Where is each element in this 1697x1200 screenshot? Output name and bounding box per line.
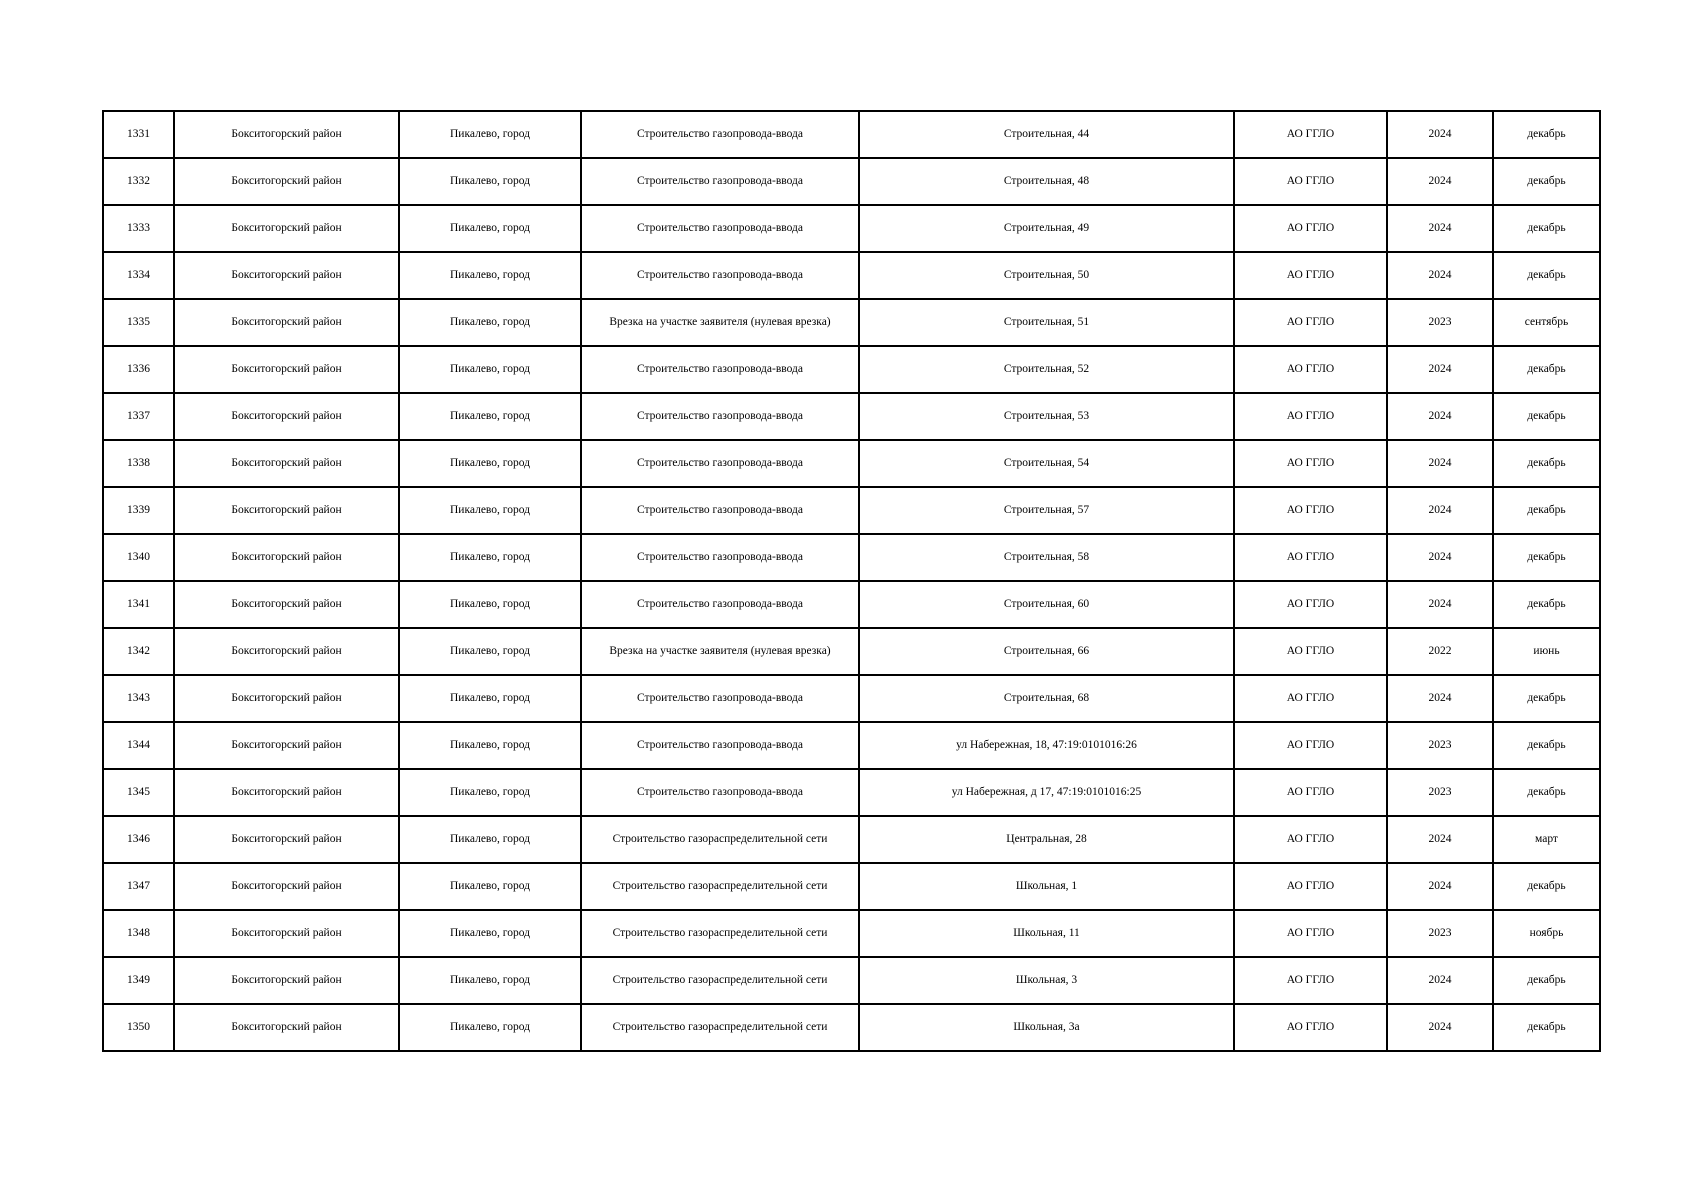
year-cell: 2023 xyxy=(1387,722,1493,769)
address-cell: Строительная, 68 xyxy=(859,675,1234,722)
row-number-cell: 1345 xyxy=(103,769,174,816)
row-number-cell: 1344 xyxy=(103,722,174,769)
table-row xyxy=(103,722,1600,769)
settlement-cell: Пикалево, город xyxy=(399,722,581,769)
row-number-cell: 1335 xyxy=(103,299,174,346)
table-row xyxy=(103,205,1600,252)
district-cell: Бокситогорский район xyxy=(174,581,399,628)
district-cell: Бокситогорский район xyxy=(174,205,399,252)
row-number-cell: 1331 xyxy=(103,111,174,158)
table-row xyxy=(103,910,1600,957)
address-cell: Центральная, 28 xyxy=(859,816,1234,863)
month-cell: декабрь xyxy=(1493,581,1600,628)
table-row xyxy=(103,252,1600,299)
address-cell: ул Набережная, д 17, 47:19:0101016:25 xyxy=(859,769,1234,816)
month-cell: декабрь xyxy=(1493,957,1600,1004)
row-number-cell: 1343 xyxy=(103,675,174,722)
work-type-cell: Строительство газопровода-ввода xyxy=(581,346,859,393)
address-cell: Строительная, 52 xyxy=(859,346,1234,393)
month-cell: декабрь xyxy=(1493,534,1600,581)
settlement-cell: Пикалево, город xyxy=(399,534,581,581)
address-cell: Строительная, 57 xyxy=(859,487,1234,534)
address-cell: Строительная, 53 xyxy=(859,393,1234,440)
settlement-cell: Пикалево, город xyxy=(399,299,581,346)
address-cell: Строительная, 49 xyxy=(859,205,1234,252)
settlement-cell: Пикалево, город xyxy=(399,158,581,205)
district-cell: Бокситогорский район xyxy=(174,111,399,158)
district-cell: Бокситогорский район xyxy=(174,346,399,393)
work-type-cell: Строительство газопровода-ввода xyxy=(581,111,859,158)
month-cell: декабрь xyxy=(1493,393,1600,440)
month-cell: ноябрь xyxy=(1493,910,1600,957)
settlement-cell: Пикалево, город xyxy=(399,205,581,252)
settlement-cell: Пикалево, город xyxy=(399,440,581,487)
work-type-cell: Строительство газораспределительной сети xyxy=(581,957,859,1004)
organization-cell: АО ГГЛО xyxy=(1234,863,1387,910)
address-cell: Школьная, 1 xyxy=(859,863,1234,910)
address-cell: Школьная, 11 xyxy=(859,910,1234,957)
settlement-cell: Пикалево, город xyxy=(399,1004,581,1051)
organization-cell: АО ГГЛО xyxy=(1234,158,1387,205)
work-type-cell: Строительство газопровода-ввода xyxy=(581,158,859,205)
settlement-cell: Пикалево, город xyxy=(399,910,581,957)
work-type-cell: Строительство газопровода-ввода xyxy=(581,722,859,769)
table-row xyxy=(103,299,1600,346)
organization-cell: АО ГГЛО xyxy=(1234,675,1387,722)
table-row xyxy=(103,1004,1600,1051)
year-cell: 2024 xyxy=(1387,581,1493,628)
month-cell: декабрь xyxy=(1493,1004,1600,1051)
settlement-cell: Пикалево, город xyxy=(399,675,581,722)
data-table xyxy=(102,110,1601,1052)
row-number-cell: 1332 xyxy=(103,158,174,205)
work-type-cell: Строительство газопровода-ввода xyxy=(581,252,859,299)
work-type-cell: Строительство газораспределительной сети xyxy=(581,1004,859,1051)
organization-cell: АО ГГЛО xyxy=(1234,111,1387,158)
settlement-cell: Пикалево, город xyxy=(399,487,581,534)
settlement-cell: Пикалево, город xyxy=(399,111,581,158)
district-cell: Бокситогорский район xyxy=(174,769,399,816)
month-cell: декабрь xyxy=(1493,863,1600,910)
address-cell: Строительная, 60 xyxy=(859,581,1234,628)
table-row xyxy=(103,534,1600,581)
row-number-cell: 1348 xyxy=(103,910,174,957)
district-cell: Бокситогорский район xyxy=(174,534,399,581)
district-cell: Бокситогорский район xyxy=(174,440,399,487)
year-cell: 2024 xyxy=(1387,158,1493,205)
organization-cell: АО ГГЛО xyxy=(1234,205,1387,252)
organization-cell: АО ГГЛО xyxy=(1234,581,1387,628)
organization-cell: АО ГГЛО xyxy=(1234,1004,1387,1051)
month-cell: декабрь xyxy=(1493,722,1600,769)
year-cell: 2024 xyxy=(1387,675,1493,722)
organization-cell: АО ГГЛО xyxy=(1234,299,1387,346)
table-row xyxy=(103,158,1600,205)
year-cell: 2024 xyxy=(1387,205,1493,252)
organization-cell: АО ГГЛО xyxy=(1234,769,1387,816)
row-number-cell: 1339 xyxy=(103,487,174,534)
work-type-cell: Строительство газопровода-ввода xyxy=(581,393,859,440)
year-cell: 2024 xyxy=(1387,440,1493,487)
district-cell: Бокситогорский район xyxy=(174,957,399,1004)
settlement-cell: Пикалево, город xyxy=(399,863,581,910)
organization-cell: АО ГГЛО xyxy=(1234,346,1387,393)
organization-cell: АО ГГЛО xyxy=(1234,252,1387,299)
address-cell: Строительная, 66 xyxy=(859,628,1234,675)
year-cell: 2024 xyxy=(1387,252,1493,299)
organization-cell: АО ГГЛО xyxy=(1234,393,1387,440)
address-cell: Школьная, 3 xyxy=(859,957,1234,1004)
district-cell: Бокситогорский район xyxy=(174,299,399,346)
work-type-cell: Врезка на участке заявителя (нулевая врезка) xyxy=(581,628,859,675)
table-row xyxy=(103,346,1600,393)
district-cell: Бокситогорский район xyxy=(174,252,399,299)
address-cell: Строительная, 48 xyxy=(859,158,1234,205)
table-row xyxy=(103,675,1600,722)
year-cell: 2022 xyxy=(1387,628,1493,675)
year-cell: 2023 xyxy=(1387,910,1493,957)
month-cell: декабрь xyxy=(1493,675,1600,722)
address-cell: Строительная, 44 xyxy=(859,111,1234,158)
address-cell: Строительная, 50 xyxy=(859,252,1234,299)
year-cell: 2024 xyxy=(1387,957,1493,1004)
work-type-cell: Врезка на участке заявителя (нулевая врезка) xyxy=(581,299,859,346)
month-cell: март xyxy=(1493,816,1600,863)
row-number-cell: 1338 xyxy=(103,440,174,487)
work-type-cell: Строительство газораспределительной сети xyxy=(581,816,859,863)
row-number-cell: 1334 xyxy=(103,252,174,299)
year-cell: 2024 xyxy=(1387,816,1493,863)
row-number-cell: 1346 xyxy=(103,816,174,863)
table-row xyxy=(103,628,1600,675)
row-number-cell: 1337 xyxy=(103,393,174,440)
district-cell: Бокситогорский район xyxy=(174,628,399,675)
organization-cell: АО ГГЛО xyxy=(1234,628,1387,675)
year-cell: 2023 xyxy=(1387,769,1493,816)
settlement-cell: Пикалево, город xyxy=(399,252,581,299)
year-cell: 2024 xyxy=(1387,346,1493,393)
organization-cell: АО ГГЛО xyxy=(1234,816,1387,863)
year-cell: 2023 xyxy=(1387,299,1493,346)
address-cell: Строительная, 51 xyxy=(859,299,1234,346)
month-cell: декабрь xyxy=(1493,252,1600,299)
organization-cell: АО ГГЛО xyxy=(1234,440,1387,487)
work-type-cell: Строительство газораспределительной сети xyxy=(581,910,859,957)
district-cell: Бокситогорский район xyxy=(174,722,399,769)
table-row xyxy=(103,863,1600,910)
row-number-cell: 1350 xyxy=(103,1004,174,1051)
district-cell: Бокситогорский район xyxy=(174,487,399,534)
row-number-cell: 1333 xyxy=(103,205,174,252)
month-cell: декабрь xyxy=(1493,440,1600,487)
month-cell: декабрь xyxy=(1493,158,1600,205)
year-cell: 2024 xyxy=(1387,863,1493,910)
settlement-cell: Пикалево, город xyxy=(399,346,581,393)
work-type-cell: Строительство газопровода-ввода xyxy=(581,440,859,487)
month-cell: декабрь xyxy=(1493,487,1600,534)
table-row xyxy=(103,440,1600,487)
year-cell: 2024 xyxy=(1387,487,1493,534)
table-row xyxy=(103,581,1600,628)
year-cell: 2024 xyxy=(1387,534,1493,581)
month-cell: декабрь xyxy=(1493,346,1600,393)
organization-cell: АО ГГЛО xyxy=(1234,487,1387,534)
month-cell: декабрь xyxy=(1493,205,1600,252)
year-cell: 2024 xyxy=(1387,111,1493,158)
settlement-cell: Пикалево, город xyxy=(399,393,581,440)
table-row xyxy=(103,769,1600,816)
work-type-cell: Строительство газопровода-ввода xyxy=(581,581,859,628)
row-number-cell: 1347 xyxy=(103,863,174,910)
district-cell: Бокситогорский район xyxy=(174,1004,399,1051)
work-type-cell: Строительство газопровода-ввода xyxy=(581,769,859,816)
work-type-cell: Строительство газораспределительной сети xyxy=(581,863,859,910)
month-cell: декабрь xyxy=(1493,111,1600,158)
organization-cell: АО ГГЛО xyxy=(1234,722,1387,769)
district-cell: Бокситогорский район xyxy=(174,675,399,722)
row-number-cell: 1336 xyxy=(103,346,174,393)
table-row xyxy=(103,111,1600,158)
table-row xyxy=(103,487,1600,534)
settlement-cell: Пикалево, город xyxy=(399,628,581,675)
district-cell: Бокситогорский район xyxy=(174,816,399,863)
month-cell: сентябрь xyxy=(1493,299,1600,346)
organization-cell: АО ГГЛО xyxy=(1234,534,1387,581)
row-number-cell: 1340 xyxy=(103,534,174,581)
month-cell: июнь xyxy=(1493,628,1600,675)
year-cell: 2024 xyxy=(1387,393,1493,440)
month-cell: декабрь xyxy=(1493,769,1600,816)
row-number-cell: 1349 xyxy=(103,957,174,1004)
table-row xyxy=(103,393,1600,440)
district-cell: Бокситогорский район xyxy=(174,393,399,440)
table-row xyxy=(103,957,1600,1004)
row-number-cell: 1341 xyxy=(103,581,174,628)
settlement-cell: Пикалево, город xyxy=(399,816,581,863)
organization-cell: АО ГГЛО xyxy=(1234,910,1387,957)
district-cell: Бокситогорский район xyxy=(174,158,399,205)
year-cell: 2024 xyxy=(1387,1004,1493,1051)
address-cell: Строительная, 58 xyxy=(859,534,1234,581)
settlement-cell: Пикалево, город xyxy=(399,957,581,1004)
district-cell: Бокситогорский район xyxy=(174,910,399,957)
address-cell: Строительная, 54 xyxy=(859,440,1234,487)
work-type-cell: Строительство газопровода-ввода xyxy=(581,487,859,534)
work-type-cell: Строительство газопровода-ввода xyxy=(581,534,859,581)
address-cell: ул Набережная, 18, 47:19:0101016:26 xyxy=(859,722,1234,769)
settlement-cell: Пикалево, город xyxy=(399,769,581,816)
row-number-cell: 1342 xyxy=(103,628,174,675)
address-cell: Школьная, 3а xyxy=(859,1004,1234,1051)
organization-cell: АО ГГЛО xyxy=(1234,957,1387,1004)
table-body xyxy=(103,111,1600,1051)
district-cell: Бокситогорский район xyxy=(174,863,399,910)
work-type-cell: Строительство газопровода-ввода xyxy=(581,675,859,722)
settlement-cell: Пикалево, город xyxy=(399,581,581,628)
table-row xyxy=(103,816,1600,863)
work-type-cell: Строительство газопровода-ввода xyxy=(581,205,859,252)
